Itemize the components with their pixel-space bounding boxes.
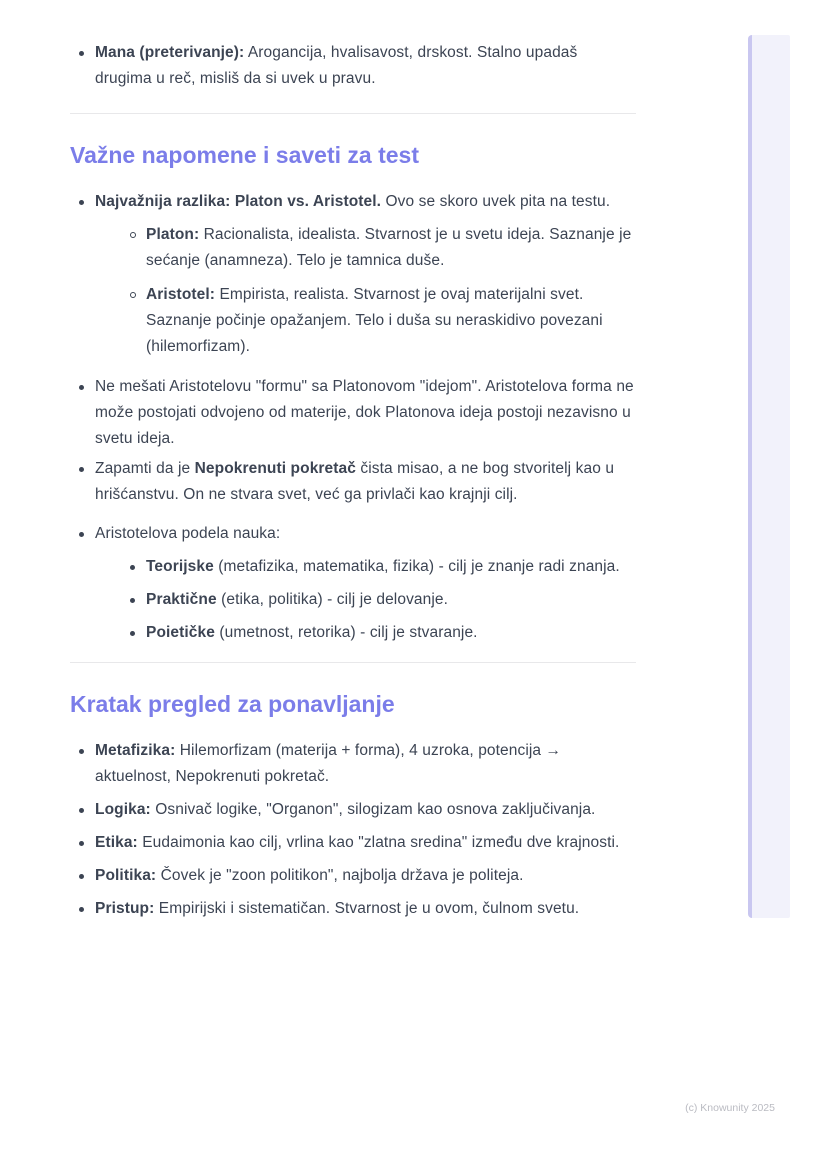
- list-item-bold-text: Logika:: [95, 801, 151, 818]
- list-item: [70, 896, 636, 922]
- list-item-text: Empirijski i sistematičan. Stvarnost je u ovom, čulnom svetu.: [154, 900, 580, 917]
- bullet-icon: [79, 467, 84, 472]
- section-title-napomene: Važne napomene i saveti za test: [70, 142, 419, 168]
- list-item-bold-text: Najvažnija razlika: Platon vs. Aristotel.: [95, 193, 382, 210]
- list-item-bold-text: Platon:: [146, 226, 200, 243]
- bullet-icon: [79, 532, 84, 537]
- section-divider: [70, 662, 636, 663]
- list-item-text: Eudaimonia kao cilj, vrlina kao "zlatna sredina" između dve krajnosti.: [137, 834, 620, 851]
- list-item-bold-text: Poietičke: [146, 624, 215, 641]
- list-item-text: Racionalista, idealista. Stvarnost je u svetu ideja. Saznanje je sećanje (anamneza). Telo je tamnica duše.: [146, 226, 632, 269]
- circle-bullet-icon: [130, 292, 136, 298]
- bullet-icon: [79, 385, 84, 390]
- list-item-text: Arogancija, hvalisavost, drskost. Stalno upadaš drugima u reč, misliš da si uvek u pravu.: [95, 44, 578, 87]
- list-item-text: čista misao, a ne bog stvoritelj kao u hrišćanstvu. On ne stvara svet, već ga privlači kao krajnji cilj.: [95, 460, 615, 503]
- list-item-text: Zapamti da je: [95, 460, 195, 477]
- circle-bullet-icon: [130, 232, 136, 238]
- list-item: [121, 222, 636, 274]
- nested-bullet-list: [121, 554, 636, 646]
- list-item-text: (metafizika, matematika, fizika) - cilj je znanje radi znanja.: [213, 558, 620, 575]
- list-item-bold-text: Teorijske: [146, 558, 214, 575]
- bullet-icon: [79, 200, 84, 205]
- bullet-list: [70, 189, 636, 646]
- list-item-bold-text: Politika:: [95, 867, 157, 884]
- list-item-text: Ne mešati Aristotelovu "formu" sa Platonovom "idejom". Aristotelova forma ne može postojati odvojeno od materije, dok Platonova ideja postoji nezavisno u svetu ideja.: [95, 378, 634, 447]
- bullet-icon: [130, 631, 135, 636]
- list-item: [70, 521, 636, 646]
- list-item: [70, 797, 636, 823]
- bullet-icon: [130, 565, 135, 570]
- bullet-icon: [130, 598, 135, 603]
- list-item-text: (etika, politika) - cilj je delovanje.: [216, 591, 449, 608]
- list-item: [70, 738, 636, 790]
- list-item: [70, 456, 636, 508]
- list-item: [121, 620, 636, 646]
- list-item-text: (umetnost, retorika) - cilj je stvaranje.: [214, 624, 478, 641]
- list-item: [70, 830, 636, 856]
- list-item-bold-text: Etika:: [95, 834, 138, 851]
- nested-bullet-list: [121, 222, 636, 360]
- list-item-bold-text: Mana (preterivanje):: [95, 44, 245, 61]
- next-page-preview[interactable]: [748, 35, 790, 918]
- list-item-bold-text: Nepokrenuti pokretač: [194, 460, 356, 477]
- list-item-text: Aristotelova podela nauka:: [95, 525, 281, 542]
- section-divider: [70, 113, 636, 114]
- list-item-text: Ovo se skoro uvek pita na testu.: [381, 193, 611, 210]
- bullet-icon: [79, 841, 84, 846]
- list-item: [70, 40, 636, 92]
- list-item: [70, 863, 636, 889]
- bullet-icon: [79, 874, 84, 879]
- list-item-text: Hilemorfizam (materija + forma), 4 uzroka, potencija → aktuelnost, Nepokrenuti pokretač.: [95, 742, 562, 785]
- bullet-icon: [79, 808, 84, 813]
- list-item: [121, 554, 636, 580]
- list-item: [121, 282, 636, 360]
- section-title-pregled: Kratak pregled za ponavljanje: [70, 691, 395, 717]
- list-item: [121, 587, 636, 613]
- list-item-bold-text: Metafizika:: [95, 742, 176, 759]
- list-item-text: Osnivač logike, "Organon", silogizam kao osnova zaključivanja.: [150, 801, 596, 818]
- copyright-text: (c) Knowunity 2025: [685, 1102, 775, 1114]
- list-item: [70, 374, 636, 452]
- list-item-text: Empirista, realista. Stvarnost je ovaj materijalni svet. Saznanje počinje opažanjem. Telo i duša su neraskidivo povezani (hilemorfizam).: [146, 286, 603, 355]
- bullet-icon: [79, 749, 84, 754]
- list-item: [70, 189, 636, 360]
- document-content: [70, 40, 636, 922]
- bullet-icon: [79, 51, 84, 56]
- list-item-bold-text: Aristotel:: [146, 286, 216, 303]
- bullet-icon: [79, 907, 84, 912]
- list-item-bold-text: Pristup:: [95, 900, 155, 917]
- list-item-text: Čovek je "zoon politikon", najbolja država je politeja.: [156, 867, 524, 884]
- bullet-list: [70, 738, 636, 922]
- list-item-bold-text: Praktične: [146, 591, 217, 608]
